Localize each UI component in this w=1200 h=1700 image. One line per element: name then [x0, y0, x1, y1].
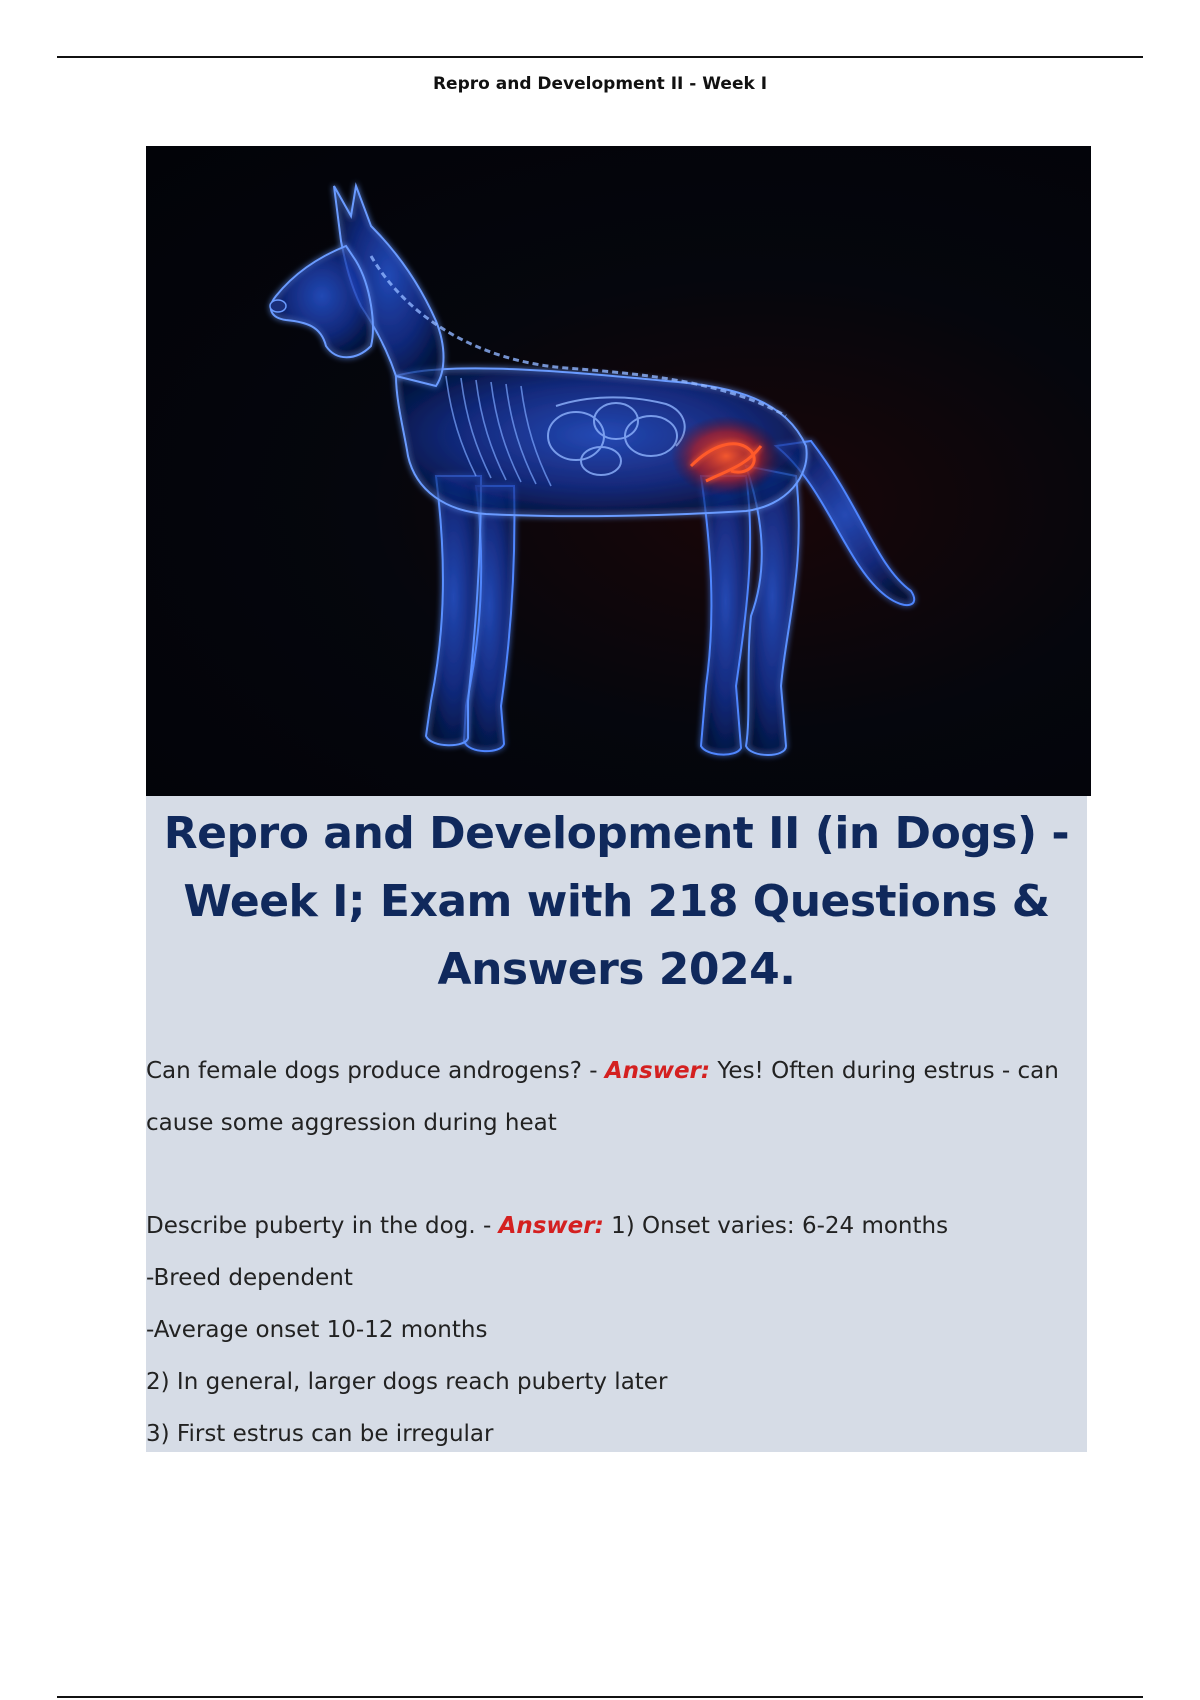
answer-line: -Breed dependent	[146, 1265, 353, 1291]
answer-text: 1) Onset varies: 6-24 months	[603, 1213, 949, 1239]
header-rule	[57, 56, 1143, 58]
answer-line: cause some aggression during heat	[146, 1110, 557, 1136]
answer-line: 3) First estrus can be irregular	[146, 1421, 494, 1447]
answer-line: -Average onset 10-12 months	[146, 1317, 488, 1343]
title-line: Repro and Development II (in Dogs) -	[163, 808, 1070, 859]
title-line: Week I; Exam with 218 Questions &	[183, 876, 1050, 927]
question-text: Can female dogs produce androgens? -	[146, 1058, 605, 1084]
footer-rule	[57, 1696, 1143, 1698]
qa-item	[146, 1200, 1086, 1460]
qa-question-line	[146, 1200, 1086, 1252]
question-text: Describe puberty in the dog. -	[146, 1213, 499, 1239]
hero-image	[146, 146, 1091, 796]
answer-line: 2) In general, larger dogs reach puberty later	[146, 1369, 668, 1395]
running-header: Repro and Development II - Week I	[432, 74, 768, 94]
dog-anatomy-icon	[146, 146, 1091, 796]
qa-item	[146, 1045, 1086, 1149]
title-line: Answers 2024.	[437, 944, 796, 995]
answer-label: Answer:	[498, 1213, 604, 1239]
qa-question-line	[146, 1045, 1086, 1097]
document-title	[146, 800, 1087, 1004]
answer-text: Yes! Often during estrus - can	[710, 1058, 1059, 1084]
answer-label: Answer:	[604, 1058, 711, 1084]
